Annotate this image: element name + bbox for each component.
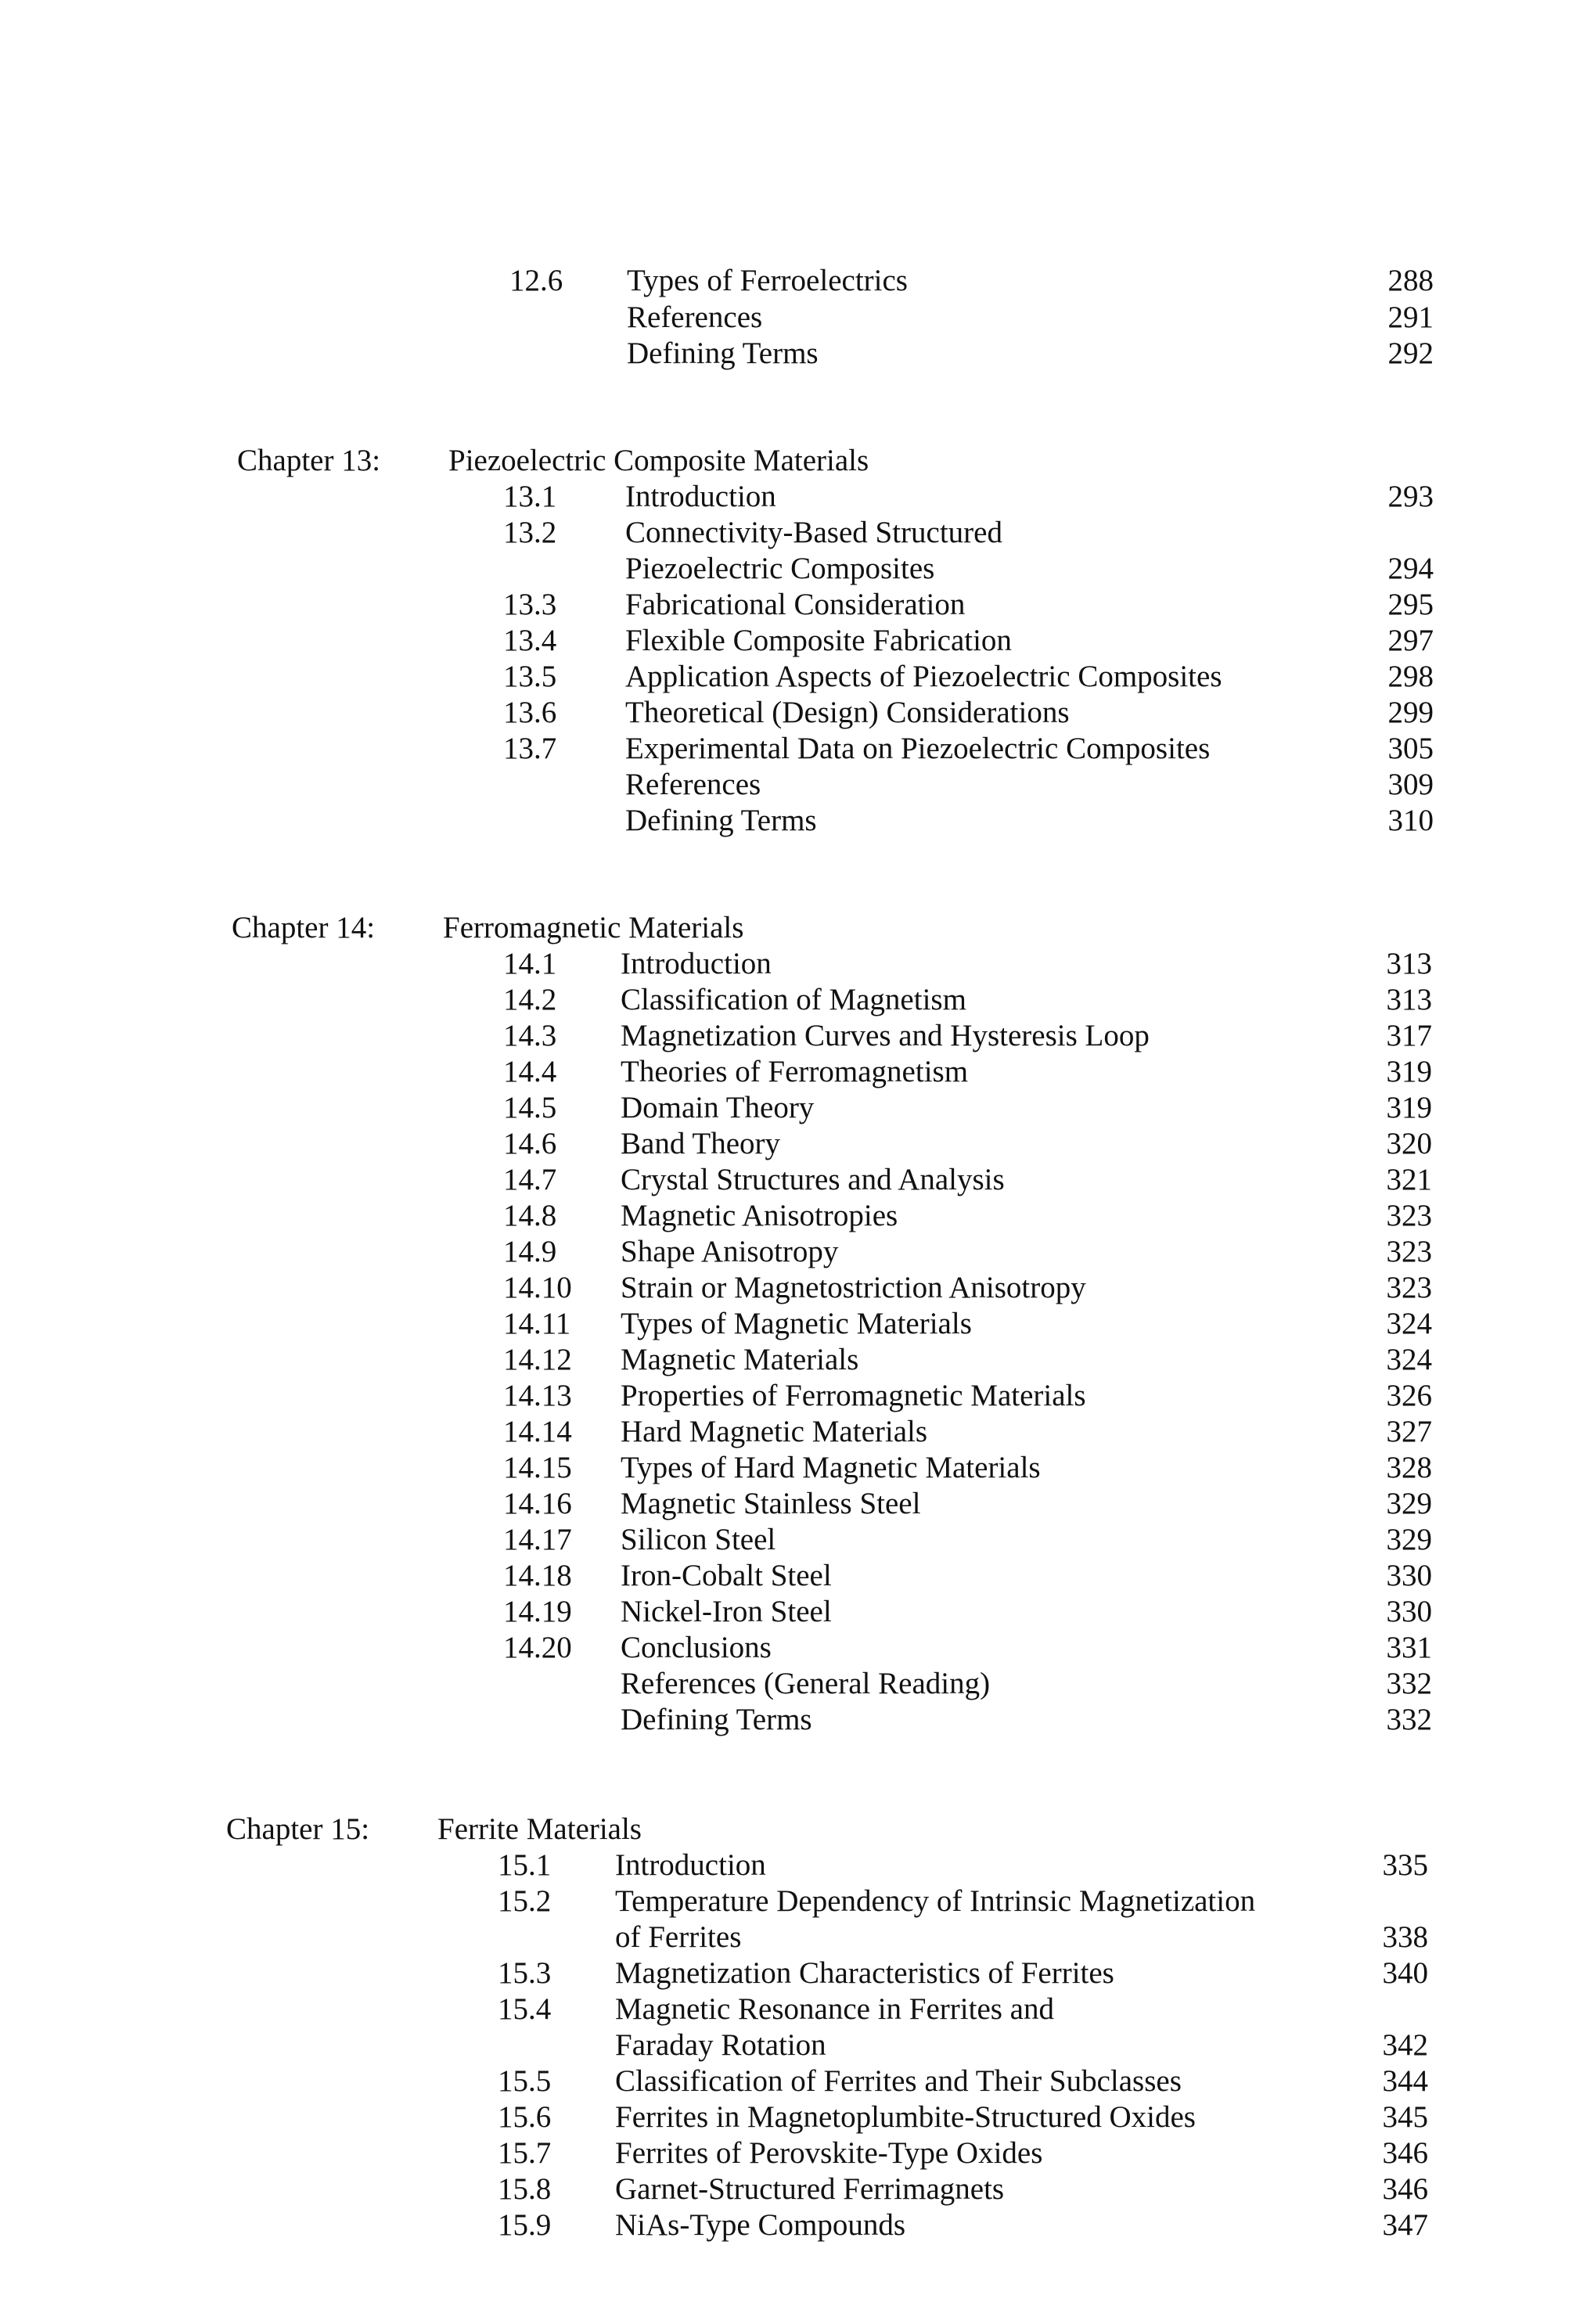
toc-entry: [0, 659, 1569, 695]
section-number: 14.2: [503, 983, 557, 1016]
page-number: 310: [1387, 804, 1434, 837]
section-title: Classification of Magnetism: [621, 983, 966, 1016]
section-number: 13.6: [503, 696, 557, 729]
section-number: 12.6: [509, 264, 563, 297]
section-title: Iron-Cobalt Steel: [621, 1559, 832, 1592]
section-title: Ferrites of Perovskite-Type Oxides: [615, 2136, 1043, 2170]
toc-entry: [0, 695, 1569, 731]
page-number: 331: [1386, 1631, 1432, 1664]
page-number: 299: [1387, 696, 1434, 729]
page-number: 332: [1386, 1667, 1432, 1700]
section-number: 13.7: [503, 732, 557, 765]
page-number: 292: [1387, 336, 1434, 370]
page-number: 347: [1382, 2208, 1428, 2242]
section-number: 14.15: [503, 1451, 572, 1484]
section-title: Strain or Magnetostriction Anisotropy: [621, 1271, 1086, 1304]
toc-entry: [0, 2135, 1569, 2171]
page-number: 321: [1386, 1163, 1432, 1196]
section-title: Crystal Structures and Analysis: [621, 1163, 1005, 1196]
toc-entry: [0, 1522, 1569, 1558]
toc-entry: [0, 515, 1569, 551]
toc-entry: [0, 946, 1569, 982]
page-number: 323: [1386, 1235, 1432, 1268]
section-number: 15.9: [498, 2208, 552, 2242]
page-number: 324: [1386, 1307, 1432, 1340]
section-number: 14.12: [503, 1343, 572, 1376]
section-number: 14.3: [503, 1019, 557, 1052]
page-number: 340: [1382, 1956, 1428, 1990]
section-title: Theoretical (Design) Considerations: [625, 696, 1070, 729]
toc-entry: [0, 1991, 1569, 2027]
toc-entry: [0, 479, 1569, 515]
page-number: 338: [1382, 1920, 1428, 1954]
page-number: 329: [1386, 1487, 1432, 1520]
toc-entry: [0, 1955, 1569, 1991]
page-number: 329: [1386, 1523, 1432, 1556]
toc-entry: [0, 2063, 1569, 2099]
toc-entry: [0, 1090, 1569, 1126]
toc-entry: [0, 1558, 1569, 1594]
page-number: 291: [1387, 300, 1434, 334]
section-title: Garnet-Structured Ferrimagnets: [615, 2172, 1005, 2206]
section-title: Magnetic Resonance in Ferrites and: [615, 1992, 1054, 2026]
toc-entry: [0, 1414, 1569, 1450]
toc-entry: [0, 1666, 1569, 1702]
chapter-title: Ferrite Materials: [437, 1812, 642, 1846]
page-number: 294: [1387, 552, 1434, 585]
toc-entry: [0, 336, 1569, 372]
chapter-label: Chapter 15:: [226, 1812, 370, 1846]
toc-entry: [0, 1270, 1569, 1306]
toc-entry: [0, 1126, 1569, 1162]
toc-entry: [0, 1234, 1569, 1270]
section-number: 15.8: [498, 2172, 552, 2206]
section-title: Shape Anisotropy: [621, 1235, 839, 1268]
section-title: Defining Terms: [621, 1703, 812, 1736]
toc-entry: [0, 1702, 1569, 1738]
section-number: 14.19: [503, 1595, 572, 1628]
section-number: 14.6: [503, 1127, 557, 1160]
section-number: 15.5: [498, 2064, 552, 2098]
section-title: Silicon Steel: [621, 1523, 776, 1556]
page-number: 295: [1387, 588, 1434, 621]
chapter-heading: [0, 1811, 1569, 1847]
chapter-title: Piezoelectric Composite Materials: [448, 444, 869, 477]
page-number: 305: [1387, 732, 1434, 765]
section-title: Magnetization Curves and Hysteresis Loop: [621, 1019, 1150, 1052]
toc-entry: [0, 1198, 1569, 1234]
page-number: 313: [1386, 983, 1432, 1016]
toc-entry: [0, 1919, 1569, 1955]
page-number: 335: [1382, 1848, 1428, 1882]
page-number: 330: [1386, 1595, 1432, 1628]
toc-entry: [0, 1847, 1569, 1883]
section-title: Introduction: [625, 480, 776, 513]
section-title: Temperature Dependency of Intrinsic Magnetization: [615, 1884, 1256, 1918]
toc-entry: [0, 1162, 1569, 1198]
page-number: 298: [1387, 660, 1434, 693]
toc-entry: [0, 263, 1569, 299]
toc-entry: [0, 1450, 1569, 1486]
section-number: 14.1: [503, 947, 557, 980]
section-title: Classification of Ferrites and Their Subclasses: [615, 2064, 1182, 2098]
section-title: Types of Magnetic Materials: [621, 1307, 972, 1340]
section-number: 14.5: [503, 1091, 557, 1124]
toc-entry: [0, 1306, 1569, 1342]
page-number: 328: [1386, 1451, 1432, 1484]
section-number: 14.16: [503, 1487, 572, 1520]
page-number: 344: [1382, 2064, 1428, 2098]
section-title: Nickel-Iron Steel: [621, 1595, 832, 1628]
page-number: 324: [1386, 1343, 1432, 1376]
section-title: Defining Terms: [627, 336, 819, 370]
toc-entry: [0, 2027, 1569, 2063]
section-title: Magnetic Stainless Steel: [621, 1487, 921, 1520]
section-number: 14.18: [503, 1559, 572, 1592]
chapter-label: Chapter 14:: [232, 911, 376, 944]
page-number: 288: [1387, 264, 1434, 297]
toc-entry: [0, 587, 1569, 623]
section-number: 14.17: [503, 1523, 572, 1556]
chapter-title: Ferromagnetic Materials: [443, 911, 744, 944]
section-number: 14.11: [503, 1307, 571, 1340]
section-number: 14.14: [503, 1415, 572, 1448]
section-number: 14.13: [503, 1379, 572, 1412]
section-title: Magnetic Anisotropies: [621, 1199, 898, 1232]
section-number: 15.7: [498, 2136, 552, 2170]
page-number: 293: [1387, 480, 1434, 513]
section-title: Experimental Data on Piezoelectric Composites: [625, 732, 1211, 765]
section-number: 13.2: [503, 516, 557, 549]
section-number: 14.9: [503, 1235, 557, 1268]
section-title: Introduction: [621, 947, 772, 980]
toc-entry: [0, 551, 1569, 587]
section-title: Application Aspects of Piezoelectric Composites: [625, 660, 1222, 693]
section-number: 14.7: [503, 1163, 557, 1196]
page-number: 309: [1387, 768, 1434, 801]
page-number: 319: [1386, 1055, 1432, 1088]
page-number: 297: [1387, 624, 1434, 657]
section-title: References (General Reading): [621, 1667, 991, 1700]
section-number: 15.4: [498, 1992, 552, 2026]
section-title: Band Theory: [621, 1127, 780, 1160]
section-title: Flexible Composite Fabrication: [625, 624, 1012, 657]
toc-entry: [0, 1054, 1569, 1090]
page-number: 317: [1386, 1019, 1432, 1052]
section-number: 13.1: [503, 480, 557, 513]
toc-entry: [0, 2207, 1569, 2243]
page-number: 327: [1386, 1415, 1432, 1448]
section-title: Types of Hard Magnetic Materials: [621, 1451, 1041, 1484]
toc-entry: [0, 1378, 1569, 1414]
toc-entry: [0, 623, 1569, 659]
section-number: 15.3: [498, 1956, 552, 1990]
section-title: Hard Magnetic Materials: [621, 1415, 928, 1448]
toc-entry: [0, 803, 1569, 839]
toc-entry: [0, 1594, 1569, 1630]
section-title: Introduction: [615, 1848, 766, 1882]
page-number: 345: [1382, 2100, 1428, 2134]
toc-entry: [0, 1486, 1569, 1522]
section-title: Fabricational Consideration: [625, 588, 966, 621]
section-title: Ferrites in Magnetoplumbite-Structured Oxides: [615, 2100, 1196, 2134]
section-title: Types of Ferroelectrics: [627, 264, 908, 297]
page-number: 332: [1386, 1703, 1432, 1736]
toc-entry: [0, 982, 1569, 1018]
section-number: 13.4: [503, 624, 557, 657]
section-title: References: [625, 768, 761, 801]
section-title: Properties of Ferromagnetic Materials: [621, 1379, 1086, 1412]
section-number: 13.5: [503, 660, 557, 693]
section-number: 15.2: [498, 1884, 552, 1918]
section-number: 14.8: [503, 1199, 557, 1232]
page-number: 320: [1386, 1127, 1432, 1160]
section-title: Domain Theory: [621, 1091, 815, 1124]
toc-entry: [0, 731, 1569, 767]
toc-entry: [0, 767, 1569, 803]
section-title: of Ferrites: [615, 1920, 742, 1954]
section-number: 13.3: [503, 588, 557, 621]
section-number: 14.10: [503, 1271, 572, 1304]
section-title: Connectivity-Based Structured: [625, 516, 1002, 549]
page-number: 319: [1386, 1091, 1432, 1124]
toc-entry: [0, 1630, 1569, 1666]
toc-entry: [0, 1018, 1569, 1054]
section-number: 14.4: [503, 1055, 557, 1088]
section-title: Magnetic Materials: [621, 1343, 859, 1376]
toc-entry: [0, 1883, 1569, 1919]
page-number: 323: [1386, 1199, 1432, 1232]
section-number: 15.6: [498, 2100, 552, 2134]
toc-entry: [0, 1342, 1569, 1378]
toc-entry: [0, 2171, 1569, 2207]
section-title: Conclusions: [621, 1631, 772, 1664]
page-number: 346: [1382, 2172, 1428, 2206]
chapter-label: Chapter 13:: [237, 444, 381, 477]
toc-entry: [0, 2099, 1569, 2135]
page-number: 313: [1386, 947, 1432, 980]
page-number: 330: [1386, 1559, 1432, 1592]
section-title: Faraday Rotation: [615, 2028, 826, 2062]
chapter-heading: [0, 910, 1569, 946]
page-number: 326: [1386, 1379, 1432, 1412]
section-title: References: [627, 300, 763, 334]
section-number: 15.1: [498, 1848, 552, 1882]
section-title: NiAs-Type Compounds: [615, 2208, 906, 2242]
section-title: Theories of Ferromagnetism: [621, 1055, 969, 1088]
chapter-heading: [0, 443, 1569, 479]
toc-entry: [0, 300, 1569, 336]
section-title: Magnetization Characteristics of Ferrites: [615, 1956, 1114, 1990]
page-number: 346: [1382, 2136, 1428, 2170]
section-title: Piezoelectric Composites: [625, 552, 935, 585]
section-number: 14.20: [503, 1631, 572, 1664]
section-title: Defining Terms: [625, 804, 817, 837]
page-number: 323: [1386, 1271, 1432, 1304]
page-number: 342: [1382, 2028, 1428, 2062]
